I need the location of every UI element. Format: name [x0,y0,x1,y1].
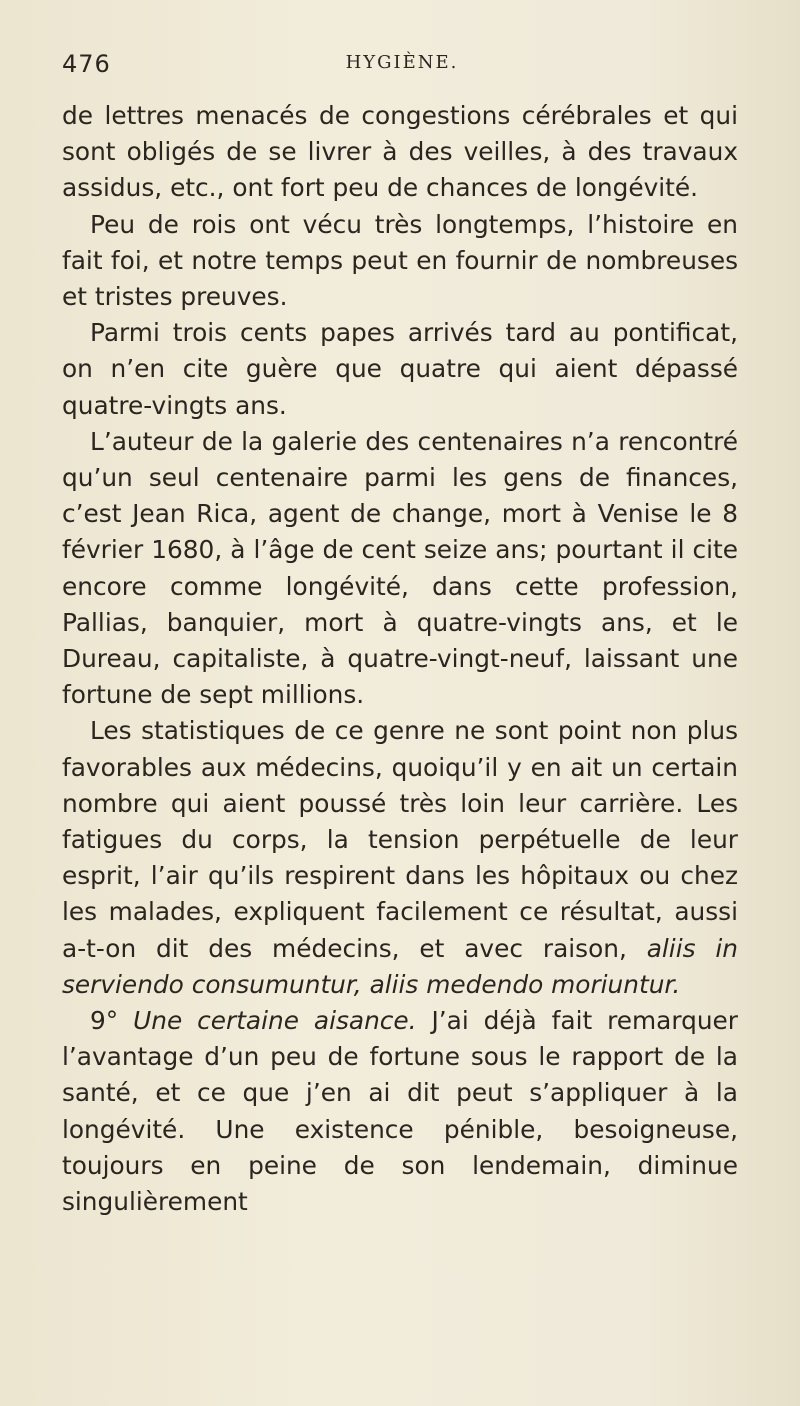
page-number: 476 [62,50,111,78]
paragraph: Peu de rois ont vécu très longtemps, l’histoire en fait foi, et notre temps peut en fournir de nombreuses et tristes preuves. [62,209,738,312]
paragraph: de lettres menacés de congestions cérébrales et qui sont obligés de se livrer à des veilles, à des travaux assidus, etc., ont fort peu de chances de longévité. [62,101,738,203]
latin-quote: aliis in serviendo consumuntur, aliis medendo moriuntur. [62,933,738,999]
paragraph [62,713,738,1003]
section-number: 9° [90,1006,119,1036]
paragraph: Parmi trois cents papes arrivés tard au pontificat, on n’en cite guère que quatre qui aient dépassé quatre-vingts ans. [62,318,738,420]
paragraph-text: Les statistiques de ce genre ne sont point non plus favorables aux médecins, quoiqu’il y en ait un certain nombre qui aient poussé très loin leur carrière. Les fatigues du corps, la tension perpétuelle de leur esprit, l’air qu’ils respirent dans les hôpitaux ou chez les malades, expliquent facilement ce résultat, aussi a-t-on dit des médecins, et avec raison, [62,716,738,963]
paragraph [62,1003,738,1220]
paragraph: L’auteur de la galerie des centenaires n’a rencontré qu’un seul centenaire parmi les gens de finances, c’est Jean Rica, agent de change, mort à Venise le 8 février 1680, à l’âge de cent seize ans; pourtant il cite encore comme longévité, dans cette profession, Pallias, banquier, mort à quatre-vingts ans, et le Dureau, capitaliste, à quatre-vingt-neuf, laissant une fortune de sept millions. [62,426,738,710]
paragraph-text: J’ai déjà fait remarquer l’avantage d’un peu de fortune sous le rapport de la santé, et ce que j’en ai dit peut s’appliquer à la longévité. Une existence pénible, besoigneuse, toujours en peine de son lendemain, diminue singulièrement [62,1006,739,1217]
body-text [62,98,738,1220]
section-title: Une certaine aisance. [133,1006,417,1036]
page-header [62,46,742,86]
running-head: HYGIÈNE. [345,52,459,73]
